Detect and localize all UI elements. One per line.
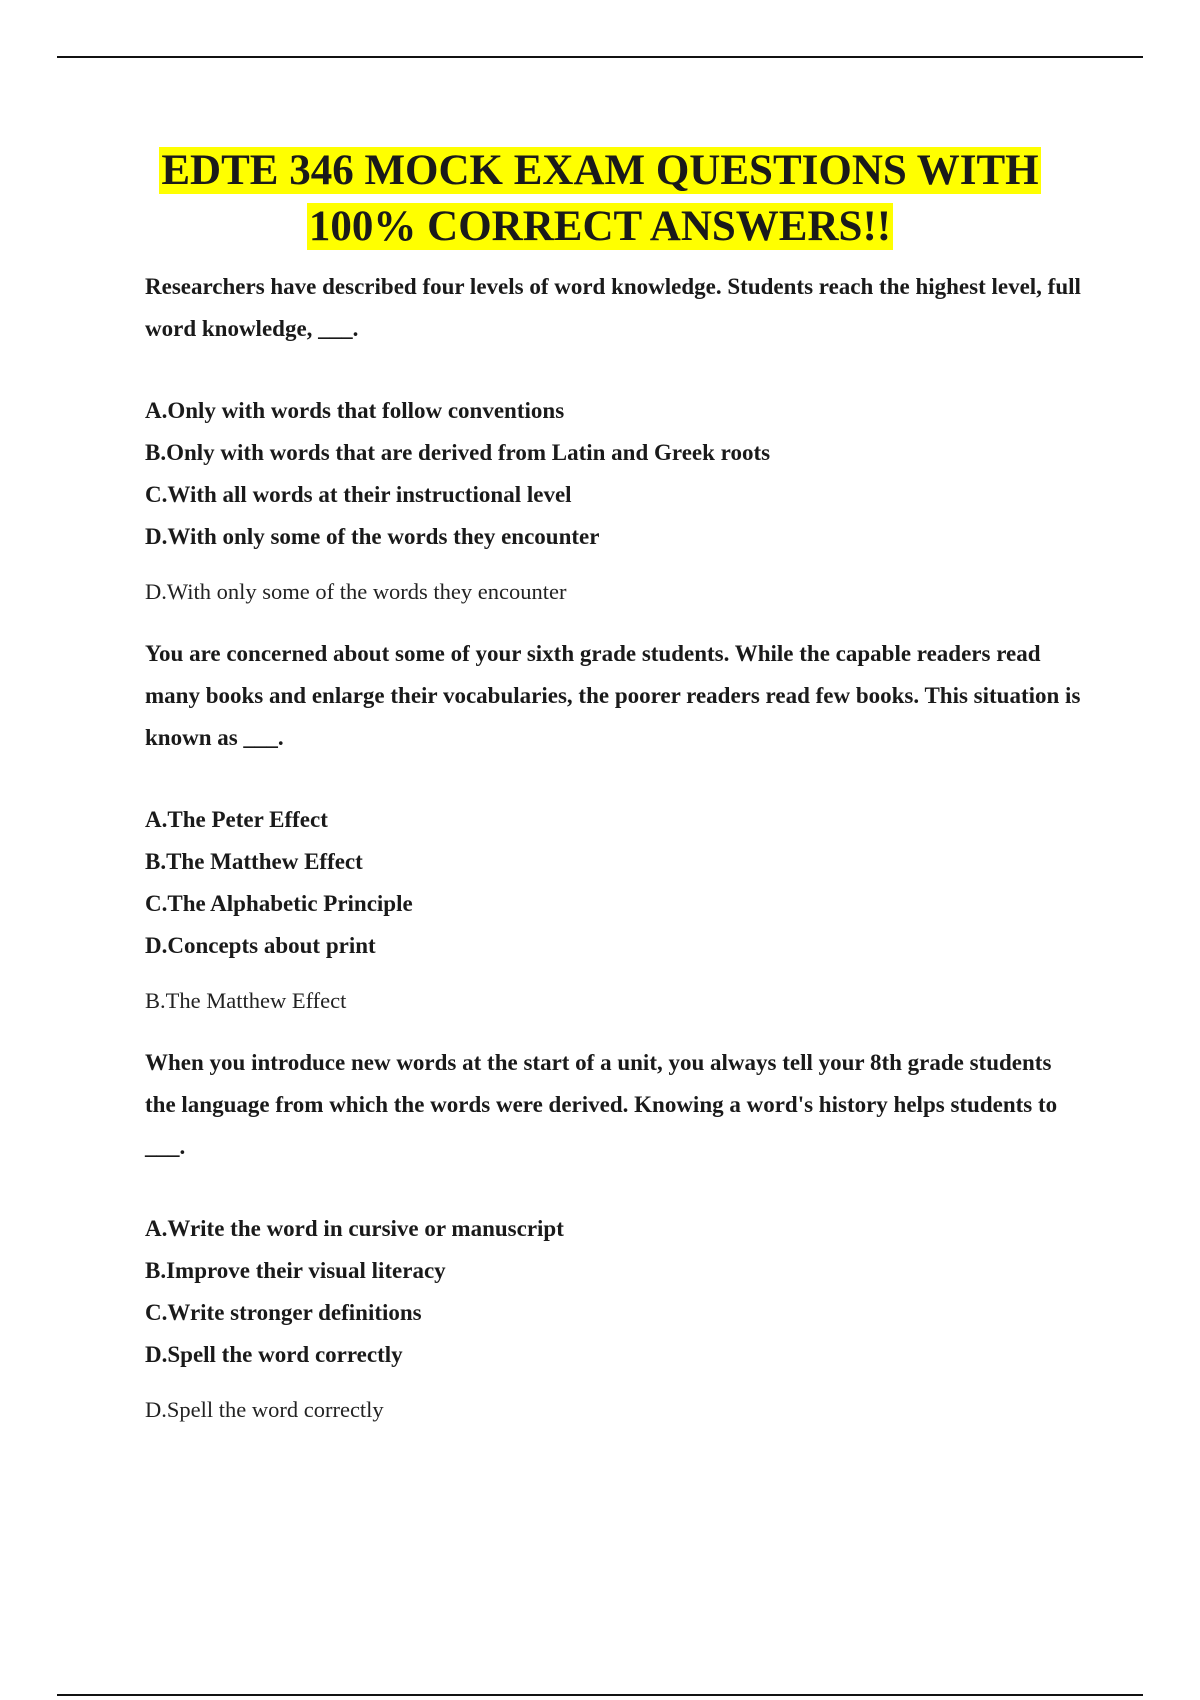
question-text: When you introduce new words at the start of a unit, you always tell your 8th grade students the language from which the words were derived. Knowing a word's history helps students to ___. [145, 1050, 1058, 1159]
question-text: You are concerned about some of your sixth grade students. While the capable readers read many books and enlarge their vocabularies, the poorer readers read few books. This situation is known as ___. [145, 641, 1081, 750]
option-d: D.Spell the word correctly [145, 1342, 403, 1367]
answer-text: B.The Matthew Effect [145, 988, 347, 1013]
option-list [145, 799, 1085, 967]
option-b: B.Improve their visual literacy [145, 1258, 446, 1283]
option-a: A.Write the word in cursive or manuscript [145, 1216, 564, 1241]
question-block-1 [145, 266, 1085, 607]
page-title [0, 143, 1200, 255]
question-block-2 [145, 633, 1085, 1016]
question-list [145, 266, 1085, 1451]
answer-text: D.Spell the word correctly [145, 1397, 384, 1422]
option-d: D.With only some of the words they encounter [145, 524, 600, 549]
option-a: A.The Peter Effect [145, 807, 328, 832]
title-line-2: 100% CORRECT ANSWERS!! [308, 203, 892, 250]
answer-text: D.With only some of the words they encounter [145, 579, 567, 604]
option-a: A.Only with words that follow conventions [145, 398, 565, 423]
question-text: Researchers have described four levels of word knowledge. Students reach the highest level, full word knowledge, ___. [145, 274, 1081, 341]
bottom-rule [57, 1694, 1143, 1696]
option-list [145, 390, 1085, 558]
top-rule [57, 56, 1143, 58]
option-list [145, 1208, 1085, 1376]
question-block-3 [145, 1042, 1085, 1425]
option-b: B.Only with words that are derived from Latin and Greek roots [145, 440, 771, 465]
option-c: C.Write stronger definitions [145, 1300, 422, 1325]
option-c: C.With all words at their instructional level [145, 482, 572, 507]
option-d: D.Concepts about print [145, 933, 376, 958]
option-b: B.The Matthew Effect [145, 849, 363, 874]
title-line-1: EDTE 346 MOCK EXAM QUESTIONS WITH [161, 147, 1039, 194]
option-c: C.The Alphabetic Principle [145, 891, 413, 916]
